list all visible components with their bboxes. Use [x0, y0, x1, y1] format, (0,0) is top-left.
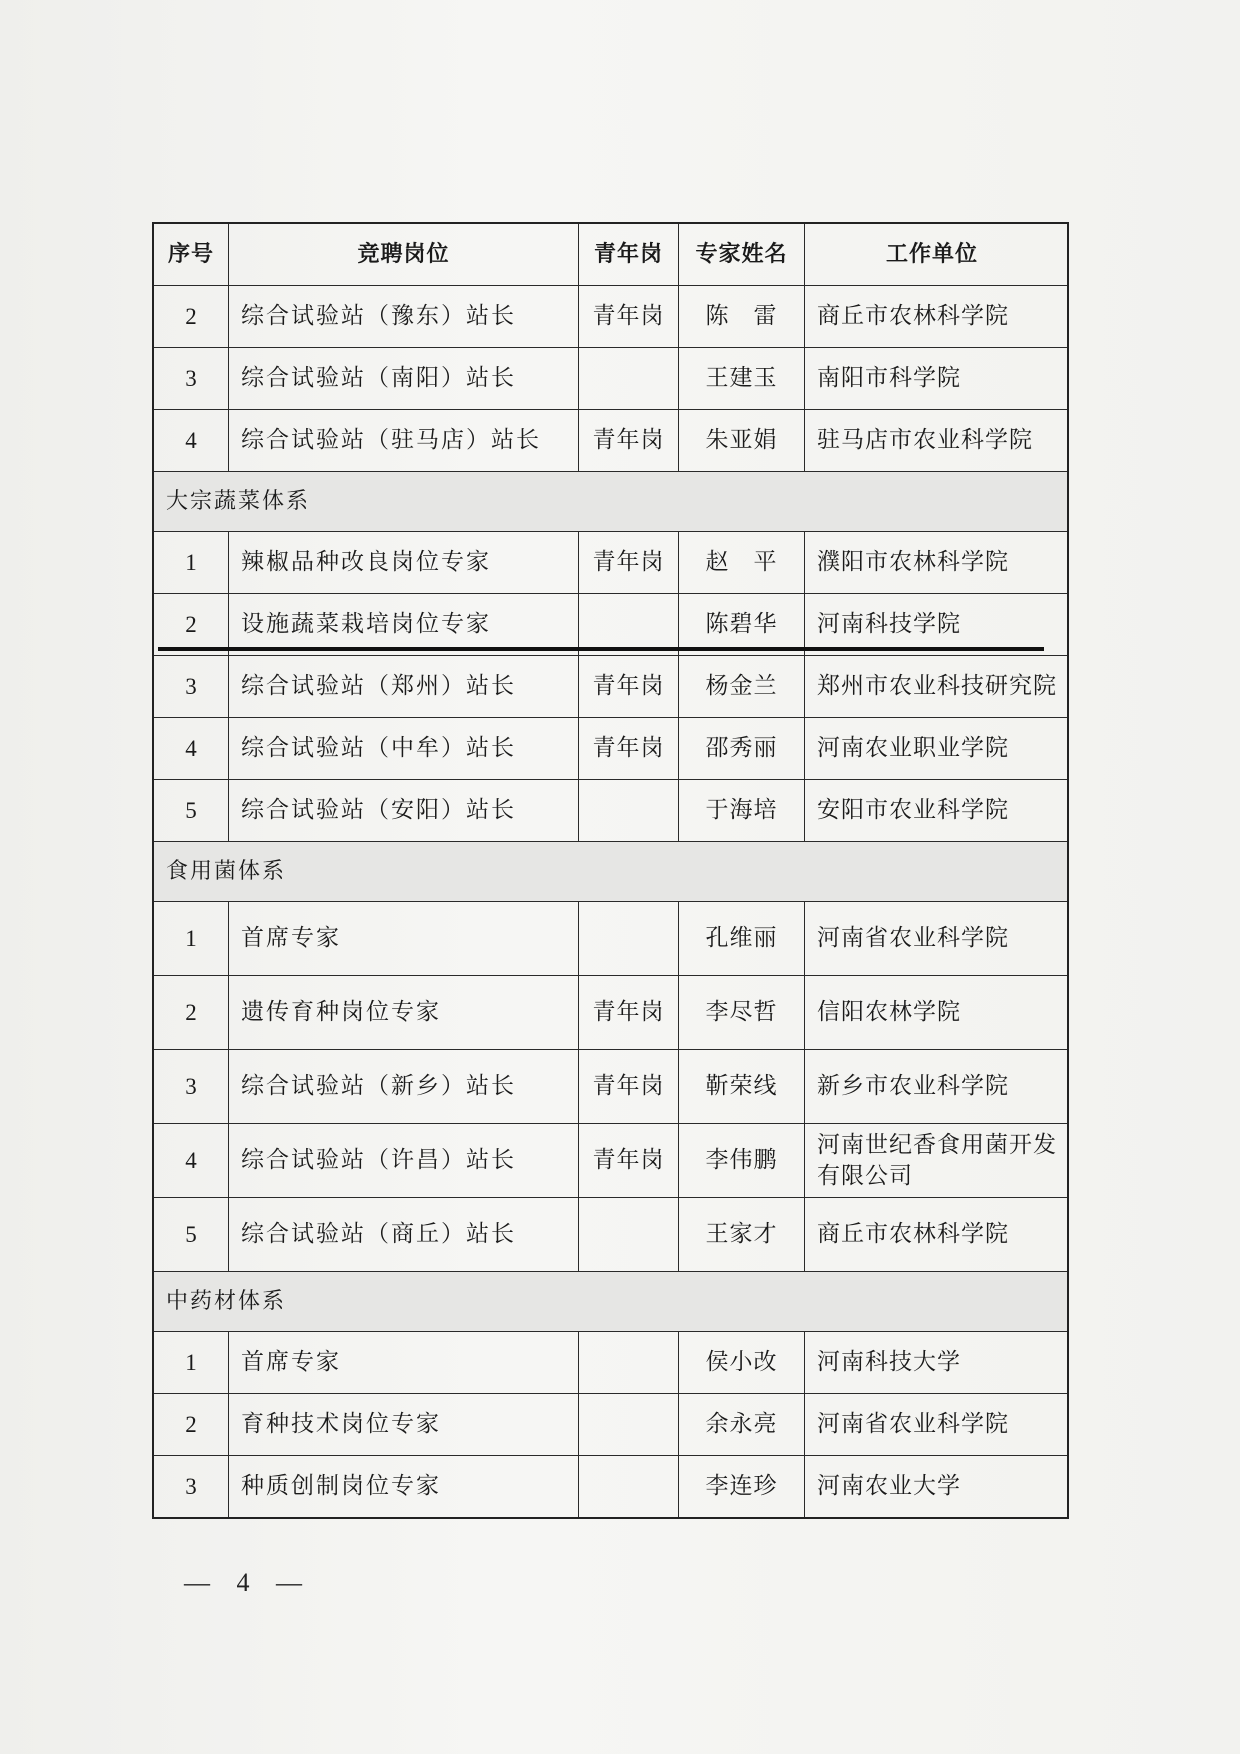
post-cell: 综合试验站（中牟）站长 [229, 718, 579, 780]
header-name: 专家姓名 [679, 223, 805, 286]
section-row [153, 1272, 1068, 1332]
name-cell: 侯小改 [679, 1332, 805, 1394]
table-row [153, 348, 1068, 410]
header-post: 竞聘岗位 [229, 223, 579, 286]
table-header-row [153, 223, 1068, 286]
separator-rule [158, 647, 1044, 651]
name-cell: 李连珍 [679, 1456, 805, 1519]
name-cell: 孔维丽 [679, 902, 805, 976]
table-row [153, 410, 1068, 472]
table-row [153, 1394, 1068, 1456]
youth-cell: 青年岗 [579, 656, 679, 718]
youth-cell [579, 1456, 679, 1519]
youth-cell [579, 1198, 679, 1272]
youth-cell: 青年岗 [579, 410, 679, 472]
seq-cell: 2 [153, 286, 229, 348]
unit-cell: 濮阳市农林科学院 [805, 532, 1069, 594]
unit-cell: 河南科技大学 [805, 1332, 1069, 1394]
section-title: 食用菌体系 [153, 842, 1068, 902]
unit-cell: 南阳市科学院 [805, 348, 1069, 410]
youth-cell [579, 1332, 679, 1394]
table-row [153, 1050, 1068, 1124]
name-cell: 李伟鹏 [679, 1124, 805, 1198]
table-row [153, 1456, 1068, 1519]
seq-cell: 4 [153, 718, 229, 780]
unit-cell: 河南省农业科学院 [805, 902, 1069, 976]
table-row [153, 902, 1068, 976]
header-youth: 青年岗 [579, 223, 679, 286]
seq-cell: 2 [153, 976, 229, 1050]
seq-cell: 1 [153, 902, 229, 976]
post-cell: 综合试验站（商丘）站长 [229, 1198, 579, 1272]
name-cell: 王建玉 [679, 348, 805, 410]
table-row [153, 976, 1068, 1050]
youth-cell: 青年岗 [579, 1050, 679, 1124]
post-cell: 首席专家 [229, 902, 579, 976]
name-cell: 陈 雷 [679, 286, 805, 348]
youth-cell [579, 348, 679, 410]
table-row [153, 1198, 1068, 1272]
header-unit: 工作单位 [805, 223, 1069, 286]
post-cell: 综合试验站（豫东）站长 [229, 286, 579, 348]
table-row [153, 532, 1068, 594]
unit-cell: 河南科技学院 [805, 594, 1069, 656]
youth-cell: 青年岗 [579, 1124, 679, 1198]
unit-cell: 郑州市农业科技研究院 [805, 656, 1069, 718]
seq-cell: 3 [153, 656, 229, 718]
expert-roster-table [152, 222, 1069, 1519]
seq-cell: 4 [153, 410, 229, 472]
seq-cell: 5 [153, 780, 229, 842]
post-cell: 种质创制岗位专家 [229, 1456, 579, 1519]
seq-cell: 1 [153, 532, 229, 594]
page-number: — 4 — [184, 1568, 312, 1597]
unit-cell: 商丘市农林科学院 [805, 1198, 1069, 1272]
youth-cell: 青年岗 [579, 976, 679, 1050]
youth-cell: 青年岗 [579, 718, 679, 780]
post-cell: 综合试验站（新乡）站长 [229, 1050, 579, 1124]
seq-cell: 5 [153, 1198, 229, 1272]
post-cell: 设施蔬菜栽培岗位专家 [229, 594, 579, 656]
name-cell: 赵 平 [679, 532, 805, 594]
post-cell: 综合试验站（郑州）站长 [229, 656, 579, 718]
unit-cell: 新乡市农业科学院 [805, 1050, 1069, 1124]
post-cell: 综合试验站（南阳）站长 [229, 348, 579, 410]
unit-cell: 商丘市农林科学院 [805, 286, 1069, 348]
name-cell: 靳荣线 [679, 1050, 805, 1124]
post-cell: 综合试验站（许昌）站长 [229, 1124, 579, 1198]
post-cell: 综合试验站（驻马店）站长 [229, 410, 579, 472]
table-row [153, 1124, 1068, 1198]
table-row [153, 286, 1068, 348]
name-cell: 朱亚娟 [679, 410, 805, 472]
section-row [153, 472, 1068, 532]
youth-cell [579, 1394, 679, 1456]
post-cell: 首席专家 [229, 1332, 579, 1394]
youth-cell [579, 902, 679, 976]
table-row [153, 780, 1068, 842]
unit-cell: 安阳市农业科学院 [805, 780, 1069, 842]
youth-cell: 青年岗 [579, 532, 679, 594]
seq-cell: 2 [153, 594, 229, 656]
unit-cell: 河南世纪香食用菌开发有限公司 [805, 1124, 1069, 1198]
table-row [153, 1332, 1068, 1394]
seq-cell: 3 [153, 348, 229, 410]
section-title: 中药材体系 [153, 1272, 1068, 1332]
table-row [153, 718, 1068, 780]
post-cell: 辣椒品种改良岗位专家 [229, 532, 579, 594]
seq-cell: 2 [153, 1394, 229, 1456]
name-cell: 邵秀丽 [679, 718, 805, 780]
section-title: 大宗蔬菜体系 [153, 472, 1068, 532]
seq-cell: 3 [153, 1456, 229, 1519]
name-cell: 余永亮 [679, 1394, 805, 1456]
header-seq: 序号 [153, 223, 229, 286]
post-cell: 育种技术岗位专家 [229, 1394, 579, 1456]
name-cell: 王家才 [679, 1198, 805, 1272]
unit-cell: 河南农业大学 [805, 1456, 1069, 1519]
name-cell: 李尽哲 [679, 976, 805, 1050]
seq-cell: 3 [153, 1050, 229, 1124]
section-row [153, 842, 1068, 902]
seq-cell: 1 [153, 1332, 229, 1394]
unit-cell: 河南农业职业学院 [805, 718, 1069, 780]
name-cell: 陈碧华 [679, 594, 805, 656]
name-cell: 杨金兰 [679, 656, 805, 718]
post-cell: 遗传育种岗位专家 [229, 976, 579, 1050]
seq-cell: 4 [153, 1124, 229, 1198]
unit-cell: 信阳农林学院 [805, 976, 1069, 1050]
table-row [153, 656, 1068, 718]
name-cell: 于海培 [679, 780, 805, 842]
youth-cell [579, 780, 679, 842]
unit-cell: 驻马店市农业科学院 [805, 410, 1069, 472]
post-cell: 综合试验站（安阳）站长 [229, 780, 579, 842]
youth-cell: 青年岗 [579, 286, 679, 348]
unit-cell: 河南省农业科学院 [805, 1394, 1069, 1456]
